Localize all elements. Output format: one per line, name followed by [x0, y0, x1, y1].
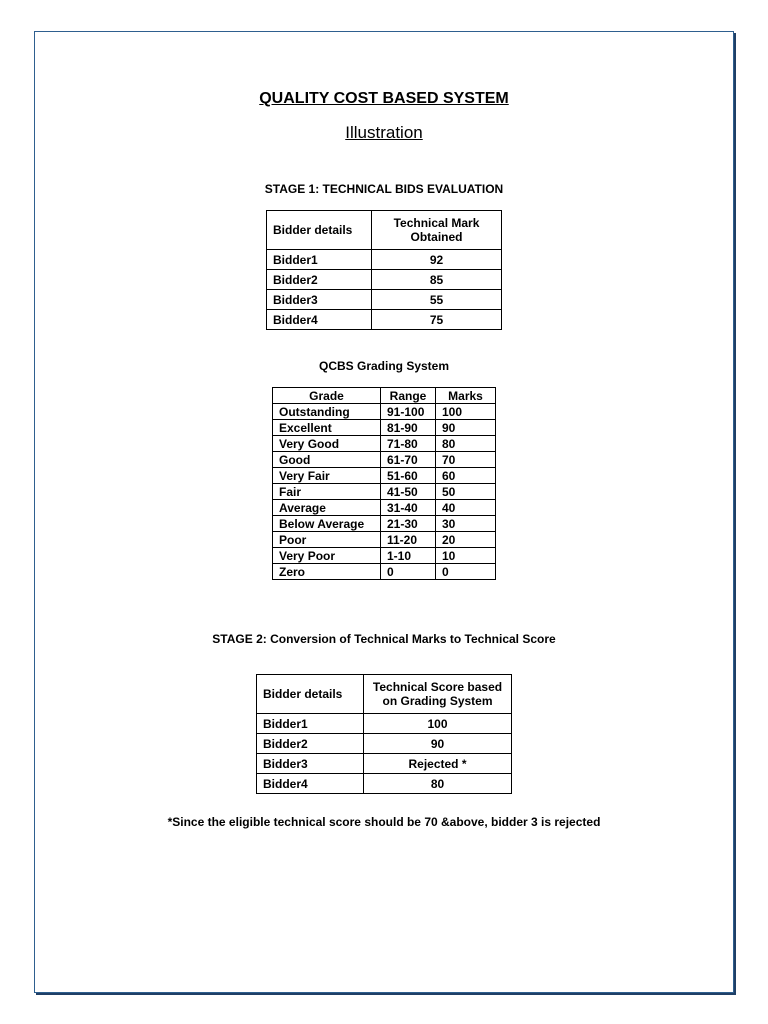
header-grade: Grade	[273, 388, 381, 404]
table-row	[273, 436, 496, 452]
marks: 40	[436, 500, 496, 516]
stage1-heading: STAGE 1: TECHNICAL BIDS EVALUATION	[264, 182, 504, 196]
table-row	[273, 500, 496, 516]
page-subtitle: Illustration	[345, 123, 423, 142]
marks: 90	[436, 420, 496, 436]
header-bidder-details: Bidder details	[257, 675, 364, 714]
range: 31-40	[381, 500, 436, 516]
range: 91-100	[381, 404, 436, 420]
range: 51-60	[381, 468, 436, 484]
header-marks: Marks	[436, 388, 496, 404]
marks: 0	[436, 564, 496, 580]
marks: 50	[436, 484, 496, 500]
grading-heading: QCBS Grading System	[318, 359, 450, 373]
technical-mark: 75	[372, 310, 502, 330]
table-row	[257, 754, 512, 774]
technical-marks-table	[266, 210, 502, 330]
range: 1-10	[381, 548, 436, 564]
grade: Very Fair	[273, 468, 381, 484]
table-row	[273, 420, 496, 436]
table-row	[267, 250, 502, 270]
bidder-name: Bidder1	[267, 250, 372, 270]
bidder-name: Bidder3	[267, 290, 372, 310]
grade: Below Average	[273, 516, 381, 532]
bidder-name: Bidder2	[257, 734, 364, 754]
technical-score: 100	[364, 714, 512, 734]
marks: 80	[436, 436, 496, 452]
table-row	[273, 484, 496, 500]
marks: 100	[436, 404, 496, 420]
technical-score-table	[256, 674, 512, 794]
technical-mark: 55	[372, 290, 502, 310]
table-row	[267, 310, 502, 330]
table-header-row	[273, 388, 496, 404]
bidder-name: Bidder4	[267, 310, 372, 330]
range: 21-30	[381, 516, 436, 532]
grading-table	[272, 387, 496, 580]
bidder-name: Bidder1	[257, 714, 364, 734]
technical-mark: 85	[372, 270, 502, 290]
bidder-name: Bidder2	[267, 270, 372, 290]
technical-score: Rejected *	[364, 754, 512, 774]
grade: Poor	[273, 532, 381, 548]
grade: Good	[273, 452, 381, 468]
table-row	[273, 548, 496, 564]
marks: 60	[436, 468, 496, 484]
header-technical-mark: Technical Mark Obtained	[372, 211, 502, 250]
table-row	[267, 290, 502, 310]
table-row	[273, 516, 496, 532]
range: 71-80	[381, 436, 436, 452]
grade: Very Poor	[273, 548, 381, 564]
table-row	[267, 270, 502, 290]
table-row	[273, 532, 496, 548]
marks: 20	[436, 532, 496, 548]
grade: Zero	[273, 564, 381, 580]
grade: Average	[273, 500, 381, 516]
page-title: QUALITY COST BASED SYSTEM	[259, 90, 509, 107]
technical-score: 80	[364, 774, 512, 794]
table-row	[273, 468, 496, 484]
header-bidder-details: Bidder details	[267, 211, 372, 250]
range: 0	[381, 564, 436, 580]
grade: Fair	[273, 484, 381, 500]
grade: Very Good	[273, 436, 381, 452]
table-header-row	[267, 211, 502, 250]
table-row	[273, 452, 496, 468]
bidder-name: Bidder3	[257, 754, 364, 774]
marks: 10	[436, 548, 496, 564]
stage2-heading: STAGE 2: Conversion of Technical Marks to Technical Score	[212, 632, 556, 646]
table-header-row	[257, 675, 512, 714]
header-technical-score: Technical Score based on Grading System	[364, 675, 512, 714]
footnote: *Since the eligible technical score should be 70 &above, bidder 3 is rejected	[167, 815, 601, 829]
grade: Excellent	[273, 420, 381, 436]
technical-score: 90	[364, 734, 512, 754]
marks: 30	[436, 516, 496, 532]
header-range: Range	[381, 388, 436, 404]
range: 11-20	[381, 532, 436, 548]
range: 81-90	[381, 420, 436, 436]
range: 41-50	[381, 484, 436, 500]
table-row	[257, 714, 512, 734]
table-row	[273, 404, 496, 420]
table-row	[257, 734, 512, 754]
table-row	[273, 564, 496, 580]
range: 61-70	[381, 452, 436, 468]
marks: 70	[436, 452, 496, 468]
table-row	[257, 774, 512, 794]
bidder-name: Bidder4	[257, 774, 364, 794]
grade: Outstanding	[273, 404, 381, 420]
technical-mark: 92	[372, 250, 502, 270]
